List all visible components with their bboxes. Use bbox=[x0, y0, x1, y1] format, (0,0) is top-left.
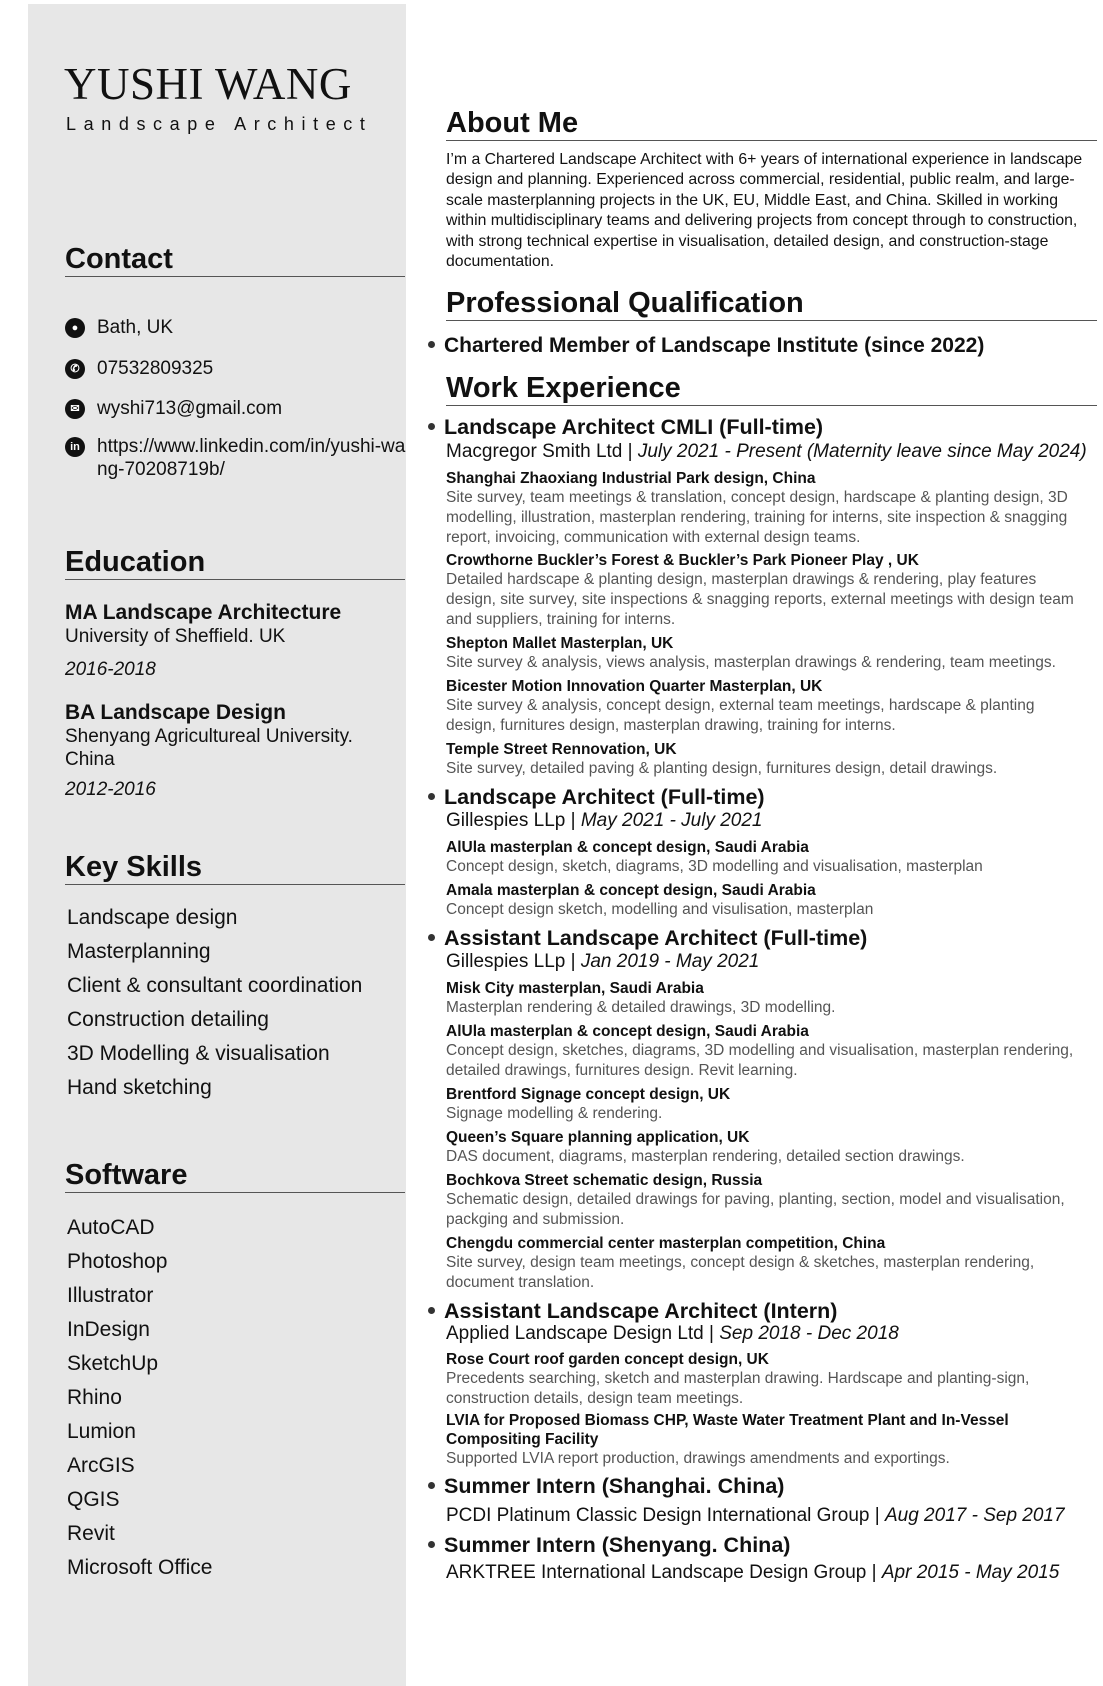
project-desc: Detailed hardscape & planting design, masterplan drawings & rendering, play features design, site survey, site inspections & snagging reports, external meetings with design team and suppliers, training for interns. bbox=[446, 571, 1074, 628]
skill-item: Landscape design bbox=[67, 906, 238, 929]
project-title: Brentford Signage concept design, UK bbox=[446, 1086, 731, 1103]
project-title: Shepton Mallet Masterplan, UK bbox=[446, 635, 674, 652]
software-item: Revit bbox=[67, 1522, 115, 1545]
job-role: Summer Intern (Shenyang. China) bbox=[428, 1533, 790, 1558]
project-title: LVIA for Proposed Biomass CHP, Waste Water Treatment Plant and In-Vessel Compositing Facility bbox=[446, 1412, 1009, 1448]
project-desc: Signage modelling & rendering. bbox=[446, 1105, 663, 1122]
project-desc: DAS document, diagrams, masterplan rendering, detailed section drawings. bbox=[446, 1148, 965, 1165]
project-desc: Site survey, design team meetings, concept design & sketches, masterplan rendering, document translation. bbox=[446, 1254, 1035, 1291]
work-heading: Work Experience bbox=[446, 371, 1097, 406]
project-desc: Site survey, team meetings & translation, concept design, hardscape & planting design, 3D modelling, illustration, masterplan rendering, training for interns, site inspection & snagging report, invoicing, communication with external design teams. bbox=[446, 489, 1068, 546]
education-degree: BA Landscape Design bbox=[65, 701, 286, 724]
about-text: I’m a Chartered Landscape Architect with 6+ years of international experience in landscape design and planning. Experienced across commercial, residential, public realm, and large-scale masterplanning projects in the UK, EU, Middle East, and China. Skilled in working within multidisciplinary teams and delivering projects from concept through to construction, with strong technical expertise in visualisation, detailed design, and construction-stage documentation. bbox=[446, 151, 1083, 271]
education-years: 2012-2016 bbox=[65, 779, 156, 800]
project-desc: Precedents searching, sketch and masterplan drawing. Hardscape and planting-sign, construction details, design team meetings. bbox=[446, 1370, 1030, 1407]
job-company: Applied Landscape Design Ltd | Sep 2018 - Dec 2018 bbox=[446, 1323, 899, 1344]
project-title: Bochkova Street schematic design, Russia bbox=[446, 1172, 763, 1189]
skills-heading: Key Skills bbox=[65, 850, 405, 885]
job-company: Macgregor Smith Ltd | July 2021 - Present (Maternity leave since May 2024) bbox=[446, 441, 1087, 462]
software-item: Rhino bbox=[67, 1386, 122, 1409]
project-desc: Supported LVIA report production, drawings amendments and exportings. bbox=[446, 1450, 950, 1467]
candidate-name: YUSHI WANG bbox=[64, 59, 352, 109]
project-desc: Concept design, sketches, diagrams, 3D modelling and visualisation, masterplan rendering, detailed drawings, furnitures design. Revit learning. bbox=[446, 1042, 1074, 1079]
project-title: Queen’s Square planning application, UK bbox=[446, 1129, 750, 1146]
project-title: AlUla masterplan & concept design, Saudi Arabia bbox=[446, 1023, 809, 1040]
software-heading: Software bbox=[65, 1158, 405, 1193]
project-title: Amala masterplan & concept design, Saudi Arabia bbox=[446, 882, 816, 899]
job-company: Gillespies LLp | May 2021 - July 2021 bbox=[446, 810, 763, 831]
skill-item: Client & consultant coordination bbox=[67, 974, 363, 997]
software-item: AutoCAD bbox=[67, 1216, 155, 1239]
job-role: Assistant Landscape Architect (Intern) bbox=[428, 1299, 837, 1324]
job-company: PCDI Platinum Classic Design International Group | Aug 2017 - Sep 2017 bbox=[446, 1505, 1065, 1526]
education-school: University of Sheffield. UK bbox=[65, 626, 286, 647]
job-role: Landscape Architect CMLI (Full-time) bbox=[428, 415, 823, 440]
project-title: Chengdu commercial center masterplan competition, China bbox=[446, 1235, 886, 1252]
skill-item: Construction detailing bbox=[67, 1008, 269, 1031]
project-desc: Site survey, detailed paving & planting design, furnitures design, detail drawings. bbox=[446, 760, 998, 777]
education-school: Shenyang Agricultureal University. China bbox=[65, 726, 353, 770]
skill-item: 3D Modelling & visualisation bbox=[67, 1042, 330, 1065]
mail-icon: ✉ bbox=[65, 399, 85, 419]
project-title: Bicester Motion Innovation Quarter Masterplan, UK bbox=[446, 678, 823, 695]
software-item: InDesign bbox=[67, 1318, 150, 1341]
phone-icon: ✆ bbox=[65, 359, 85, 379]
job-role: Summer Intern (Shanghai. China) bbox=[428, 1474, 784, 1499]
project-desc: Site survey & analysis, concept design, external team meetings, hardscape & planting design, furnitures design, masterplan drawing, training for interns. bbox=[446, 697, 1035, 734]
job-role: Assistant Landscape Architect (Full-time) bbox=[428, 926, 867, 951]
software-item: Photoshop bbox=[67, 1250, 168, 1273]
qualification-heading: Professional Qualification bbox=[446, 286, 1097, 321]
project-title: AlUla masterplan & concept design, Saudi Arabia bbox=[446, 839, 809, 856]
software-item: SketchUp bbox=[67, 1352, 159, 1375]
candidate-title: Landscape Architect bbox=[66, 114, 373, 134]
contact-heading: Contact bbox=[65, 242, 405, 277]
job-company: ARKTREE International Landscape Design Group | Apr 2015 - May 2015 bbox=[446, 1562, 1060, 1583]
project-desc: Schematic design, detailed drawings for paving, planting, section, model and visualisation, packging and submission. bbox=[446, 1191, 1065, 1228]
software-item: Lumion bbox=[67, 1420, 136, 1443]
skill-item: Hand sketching bbox=[67, 1076, 212, 1099]
education-heading: Education bbox=[65, 545, 405, 580]
project-desc: Concept design, sketch, diagrams, 3D modelling and visualisation, masterplan bbox=[446, 858, 983, 875]
project-title: Rose Court roof garden concept design, UK bbox=[446, 1351, 769, 1368]
software-item: ArcGIS bbox=[67, 1454, 135, 1477]
qualification-item: Chartered Member of Landscape Institute (since 2022) bbox=[428, 334, 984, 358]
project-desc: Concept design sketch, modelling and visulisation, masterplan bbox=[446, 901, 874, 918]
education-degree: MA Landscape Architecture bbox=[65, 601, 342, 624]
linkedin-icon: in bbox=[65, 437, 85, 457]
project-title: Crowthorne Buckler’s Forest & Buckler’s Park Pioneer Play , UK bbox=[446, 552, 919, 569]
project-desc: Masterplan rendering & detailed drawings, 3D modelling. bbox=[446, 999, 836, 1016]
location-icon: ● bbox=[65, 318, 85, 338]
education-years: 2016-2018 bbox=[65, 659, 156, 680]
about-heading: About Me bbox=[446, 106, 1097, 141]
software-item: Illustrator bbox=[67, 1284, 154, 1307]
job-role: Landscape Architect (Full-time) bbox=[428, 785, 765, 810]
project-desc: Site survey & analysis, views analysis, masterplan drawings & rendering, team meetings. bbox=[446, 654, 1056, 671]
job-company: Gillespies LLp | Jan 2019 - May 2021 bbox=[446, 951, 760, 972]
software-item: QGIS bbox=[67, 1488, 120, 1511]
project-title: Temple Street Rennovation, UK bbox=[446, 741, 677, 758]
software-item: Microsoft Office bbox=[67, 1556, 213, 1579]
project-title: Misk City masterplan, Saudi Arabia bbox=[446, 980, 704, 997]
project-title: Shanghai Zhaoxiang Industrial Park design, China bbox=[446, 470, 816, 487]
skill-item: Masterplanning bbox=[67, 940, 211, 963]
